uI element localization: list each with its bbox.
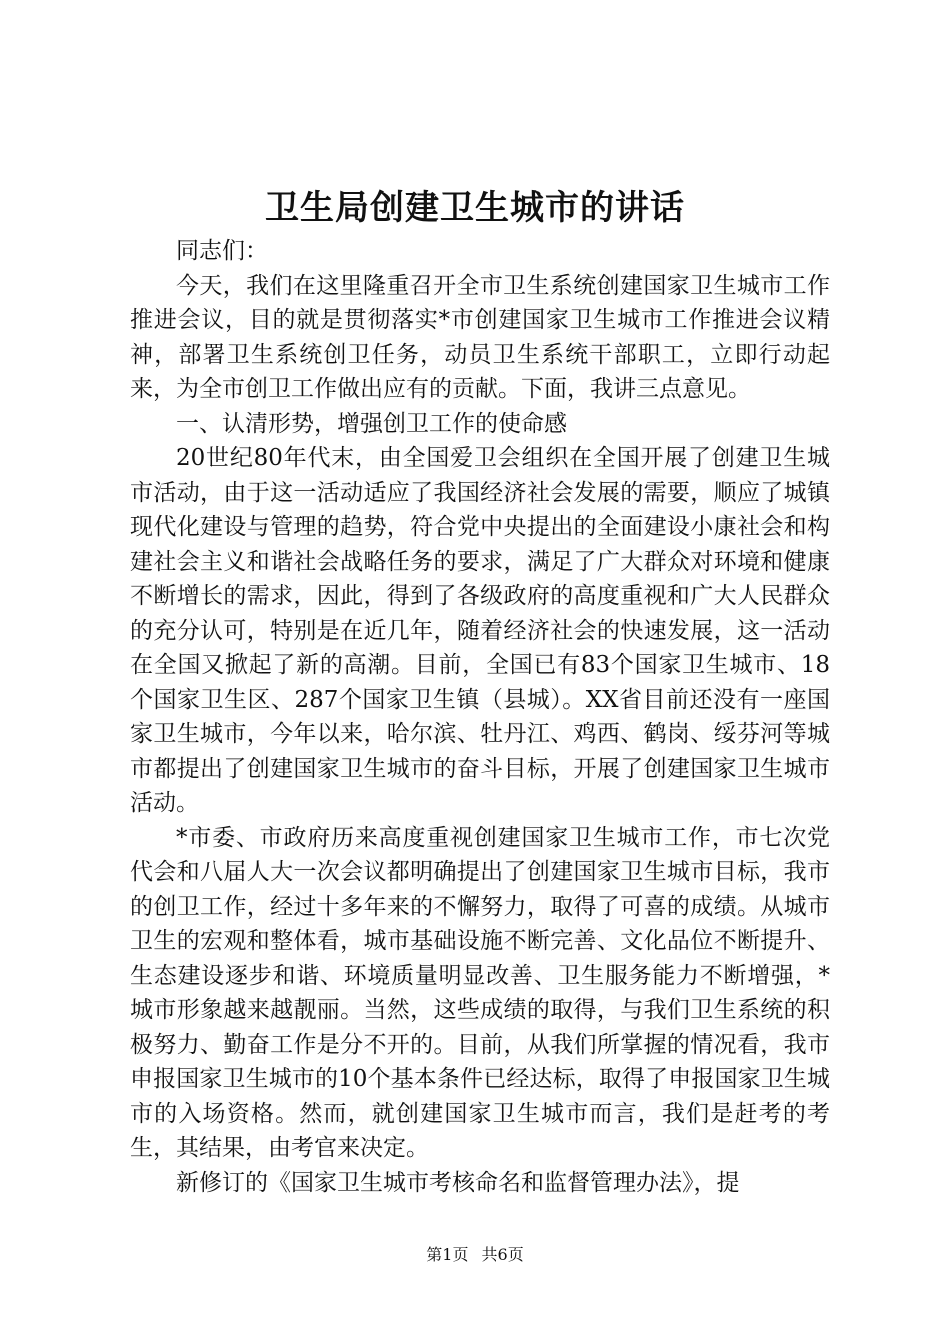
section-heading: 一、认清形势，增强创卫工作的使命感 [176,410,567,437]
page-total: 共6页 [481,1245,524,1264]
body-paragraph: 新修订的《国家卫生城市考核命名和监督管理办法》，提 [176,1169,740,1196]
body-paragraph: 20世纪80年代末，由全国爱卫会组织在全国开展了创建卫生城市活动，由于这一活动适应了我国经济社会发展的需要，顺应了城镇现代化建设与管理的趋势，符合党中央提出的全面建设小康社会和构建社会主义和谐社会战略任务的要求，满足了广大群众对环境和健康不断增长的需求，因此，得到了各级政府的高度重视和广大人民群众的充分认可，特别是在近几年，随着经济社会的快速发展，这一活动在全国又掀起了新的高潮。目前，全国已有83个国家卫生城市、18个国家卫生区、287个国家卫生镇（县城）。XX省目前还没有一座国家卫生城市，今年以来，哈尔滨、牡丹江、鸡西、鹤岗、绥芬河等城市都提出了创建国家卫生城市的奋斗目标，开展了创建国家卫生城市活动。 [130,445,830,816]
body-paragraph: *市委、市政府历来高度重视创建国家卫生城市工作，市七次党代会和八届人大一次会议都明确提出了创建国家卫生城市目标，我市的创卫工作，经过十多年来的不懈努力，取得了可喜的成绩。从城市卫生的宏观和整体看，城市基础设施不断完善、文化品位不断提升、生态建设逐步和谐、环境质量明显改善、卫生服务能力不断增强，*城市形象越来越靓丽。当然，这些成绩的取得，与我们卫生系统的积极努力、勤奋工作是分不开的。目前，从我们所掌握的情况看，我市申报国家卫生城市的10个基本条件已经达标，取得了申报国家卫生城市的入场资格。然而，就创建国家卫生城市而言，我们是赶考的考生，其结果，由考官来决定。 [130,824,830,1161]
page-title: 卫生局创建卫生城市的讲话 [265,188,685,228]
document-body [130,234,830,1200]
intro-paragraph: 今天，我们在这里隆重召开全市卫生系统创建国家卫生城市工作推进会议，目的就是贯彻落实*市创建国家卫生城市工作推进会议精神，部署卫生系统创卫任务，动员卫生系统干部职工，立即行动起来，为全市创卫工作做出应有的贡献。下面，我讲三点意见。 [130,272,830,402]
page-footer [0,1245,950,1265]
page-number: 第1页 [426,1245,469,1264]
salutation-paragraph: 同志们： [176,238,268,264]
